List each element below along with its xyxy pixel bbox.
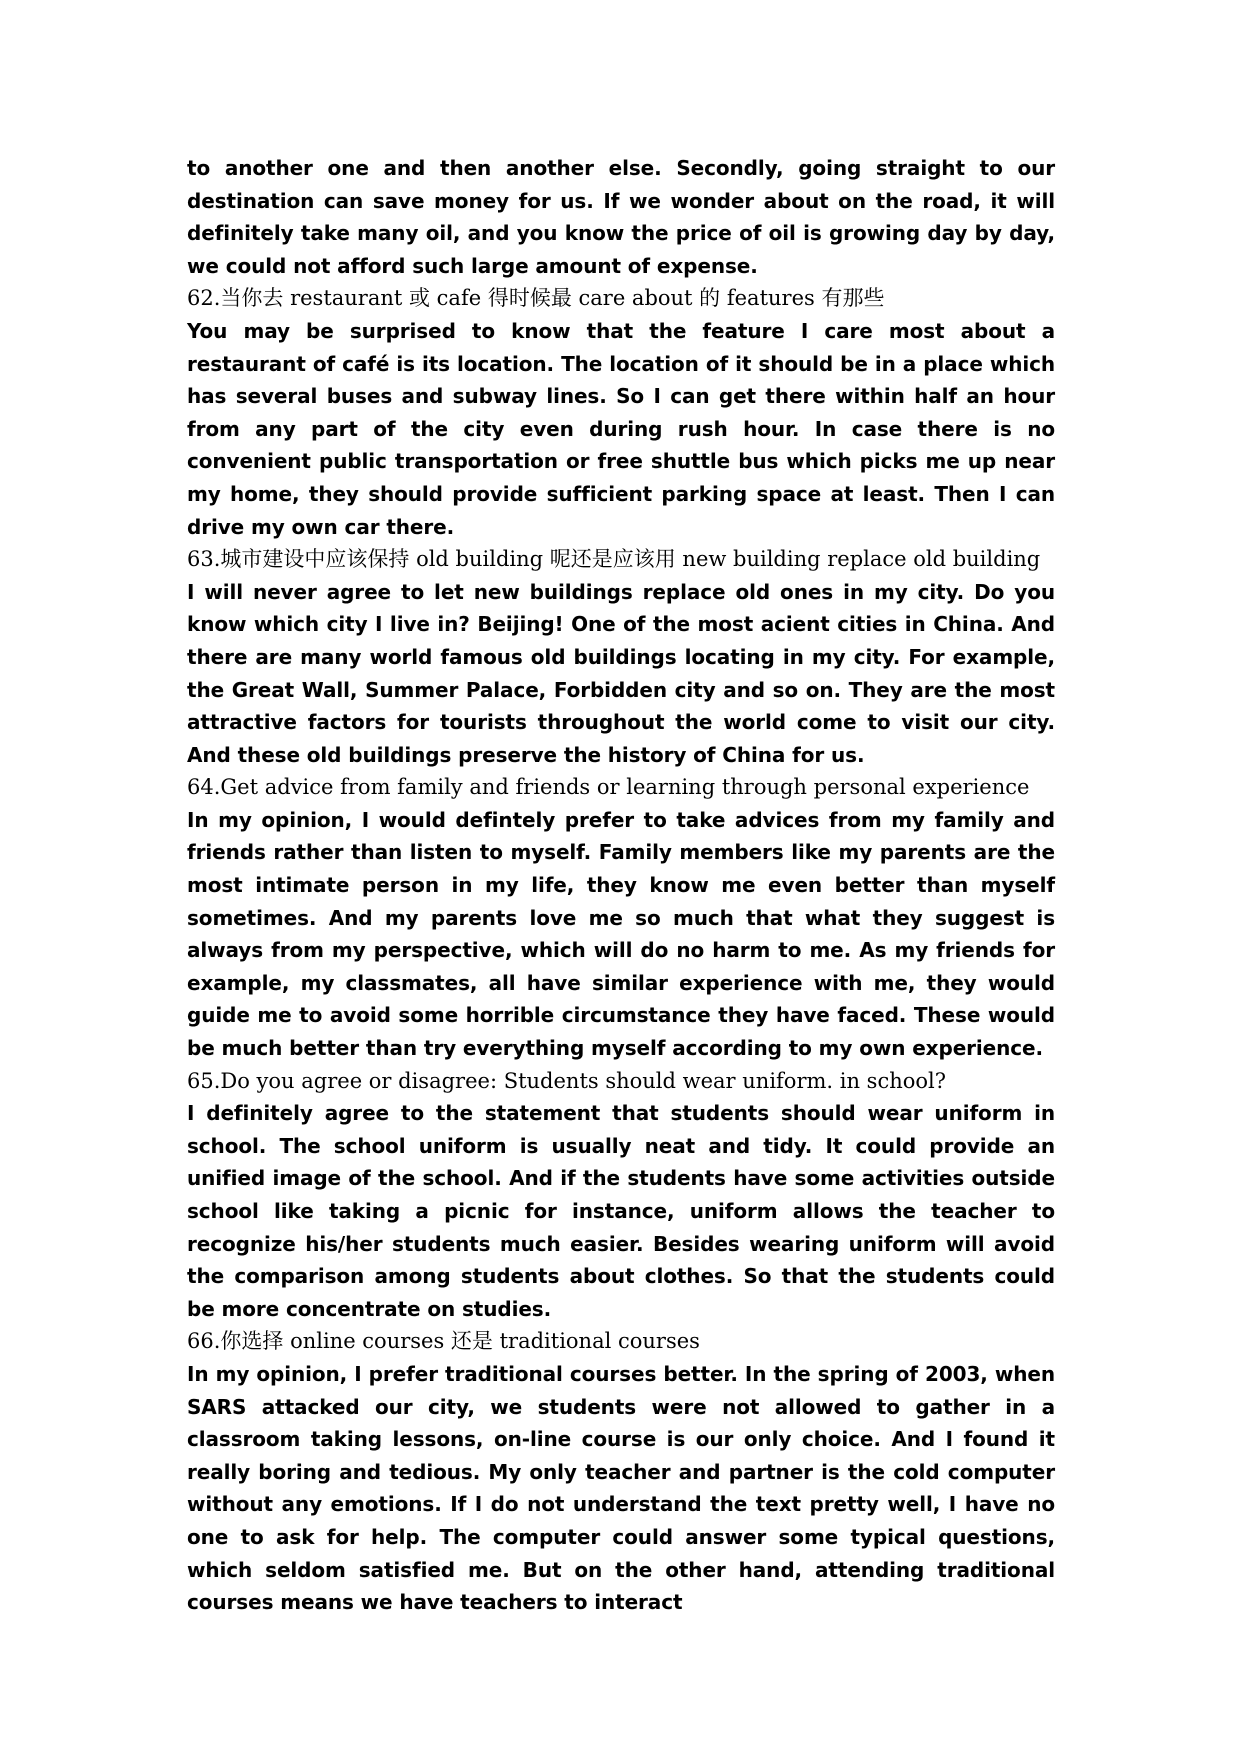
answer-paragraph-61-end: to another one and then another else. Secondly, going straight to our destination can save money for us. If we wonder about on the road, it will definitely take many oil, and you know the price of oil is growing day by day, we could not afford such large amount of expense.	[187, 156, 1055, 278]
question-62: 62.当你去 restaurant 或 cafe 得时候最 care about 的 features 有那些	[187, 286, 885, 311]
question-63: 63.城市建设中应该保持 old building 呢还是应该用 new building replace old building	[187, 547, 1041, 572]
question-66: 66.你选择 online courses 还是 traditional courses	[187, 1329, 700, 1354]
document-page	[187, 152, 1055, 1619]
question-64: 64.Get advice from family and friends or learning through personal experience	[187, 775, 1030, 800]
answer-paragraph-63: I will never agree to let new buildings replace old ones in my city. Do you know which city I live in? Beijing! One of the most acient cities in China. And there are many world famous old buildings locating in my city. For example, the Great Wall, Summer Palace, Forbidden city and so on. They are the most attractive factors for tourists throughout the world come to visit our city. And these old buildings preserve the history of China for us.	[187, 579, 1055, 767]
answer-paragraph-62: You may be surprised to know that the feature I care most about a restaurant of café is its location. The location of it should be in a place which has several buses and subway lines. So I can get there within half an hour from any part of the city even during rush hour. In case there is no convenient public transportation or free shuttle bus which picks me up near my home, they should provide sufficient parking space at least. Then I can drive my own car there.	[187, 318, 1055, 539]
answer-paragraph-64: In my opinion, I would defintely prefer to take advices from my family and friends rather than listen to myself. Family members like my parents are the most intimate person in my life, they know me even better than myself sometimes. And my parents love me so much that what they suggest is always from my perspective, which will do no harm to me. As my friends for example, my classmates, all have similar experience with me, they would guide me to avoid some horrible circumstance they have faced. These would be much better than try everything myself according to my own experience.	[187, 807, 1055, 1061]
question-65: 65.Do you agree or disagree: Students should wear uniform. in school?	[187, 1068, 946, 1093]
answer-paragraph-66: In my opinion, I prefer traditional courses better. In the spring of 2003, when SARS attacked our city, we students were not allowed to gather in a classroom taking lessons, on-line course is our only choice. And I found it really boring and tedious. My only teacher and partner is the cold computer without any emotions. If I do not understand the text pretty well, I have no one to ask for help. The computer could answer some typical questions, which seldom satisfied me. But on the other hand, attending traditional courses means we have teachers to interact	[187, 1361, 1055, 1615]
answer-paragraph-65: I definitely agree to the statement that students should wear uniform in school. The school uniform is usually neat and tidy. It could provide an unified image of the school. And if the students have some activities outside school like taking a picnic for instance, uniform allows the teacher to recognize his/her students much easier. Besides wearing uniform will avoid the comparison among students about clothes. So that the students could be more concentrate on studies.	[187, 1101, 1055, 1321]
